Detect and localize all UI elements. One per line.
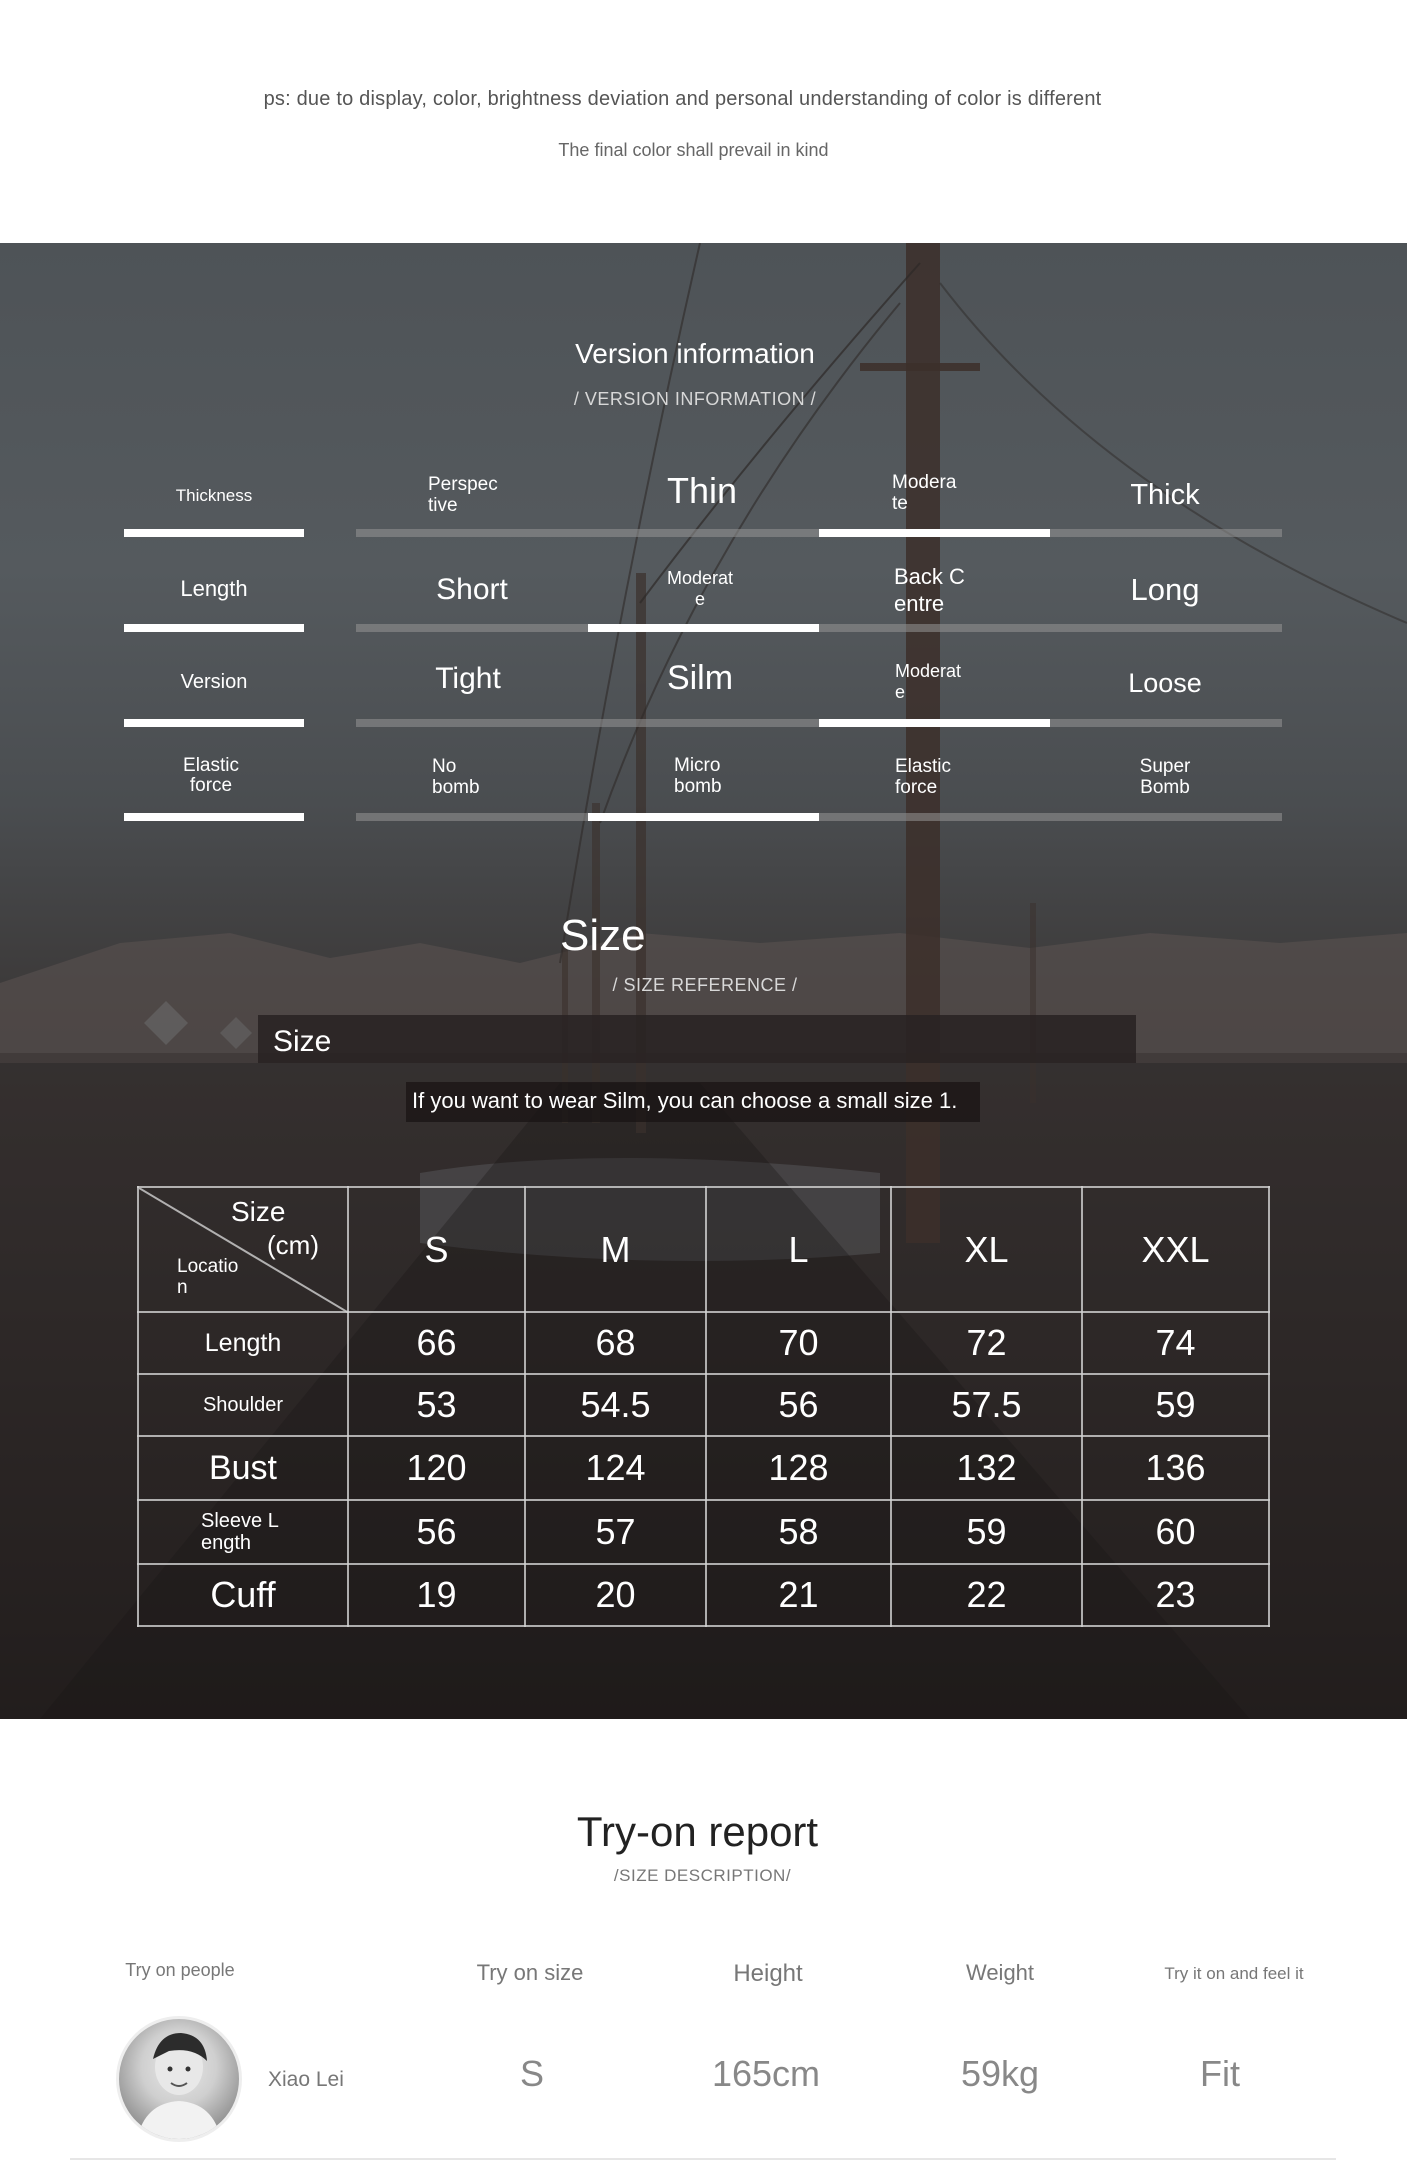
table-cell: 56 bbox=[348, 1500, 525, 1564]
option-perspective: Perspec tive bbox=[428, 474, 498, 516]
selected-bar-elastic bbox=[588, 813, 819, 821]
scale-bar bbox=[356, 813, 1282, 821]
attr-label-thickness: Thickness bbox=[175, 486, 253, 505]
option-short: Short bbox=[436, 573, 508, 606]
header-try-on-people: Try on people bbox=[125, 1960, 235, 1980]
option-back-centre: Back C entre bbox=[894, 564, 965, 616]
table-cell: 72 bbox=[891, 1312, 1082, 1374]
table-cell: 21 bbox=[706, 1564, 891, 1626]
size-title: Size bbox=[560, 911, 646, 960]
table-cell: 54.5 bbox=[525, 1374, 706, 1436]
size-subtitle: / SIZE REFERENCE / bbox=[612, 975, 798, 995]
option-thick: Thick bbox=[1130, 479, 1200, 511]
col-header-s: S bbox=[348, 1187, 525, 1312]
report-title: Try-on report bbox=[576, 1808, 819, 1855]
option-super-bomb: Super Bomb bbox=[1139, 756, 1191, 798]
table-row bbox=[138, 1312, 1269, 1374]
table-cell: 56 bbox=[706, 1374, 891, 1436]
header-weight: Weight bbox=[965, 1960, 1035, 1985]
row-label-cuff: Cuff bbox=[138, 1564, 348, 1626]
table-cell: 23 bbox=[1082, 1564, 1269, 1626]
option-moderate: Moderat e bbox=[666, 568, 734, 609]
table-cell: 68 bbox=[525, 1312, 706, 1374]
size-tip: If you want to wear Silm, you can choose a small size 1. bbox=[406, 1082, 980, 1122]
table-cell: 66 bbox=[348, 1312, 525, 1374]
col-header-l: L bbox=[706, 1187, 891, 1312]
selected-bar-version bbox=[819, 719, 1050, 727]
row-label-bust: Bust bbox=[138, 1436, 348, 1500]
table-cell: 59 bbox=[891, 1500, 1082, 1564]
scale-bar bbox=[356, 624, 1282, 632]
row-divider bbox=[70, 2158, 1336, 2160]
person-name: Xiao Lei bbox=[268, 2068, 344, 2091]
table-row bbox=[138, 1500, 1269, 1564]
label-bar bbox=[124, 813, 304, 821]
option-loose: Loose bbox=[1128, 668, 1202, 698]
person-feel: Fit bbox=[1200, 2053, 1240, 2094]
corner-size-label: Size bbox=[231, 1196, 286, 1227]
person-size: S bbox=[519, 2053, 544, 2094]
table-cell: 20 bbox=[525, 1564, 706, 1626]
table-cell: 74 bbox=[1082, 1312, 1269, 1374]
row-label-sleeve-length-text: Sleeve L ength bbox=[201, 1510, 279, 1554]
header-feel: Try it on and feel it bbox=[1164, 1964, 1304, 1983]
size-banner: Size bbox=[258, 1015, 1136, 1063]
option-elastic-force: Elastic force bbox=[895, 756, 951, 798]
corner-location-label: Locatio n bbox=[177, 1256, 239, 1298]
col-header-xxl: XXL bbox=[1082, 1187, 1269, 1312]
attr-label-length: Length bbox=[180, 576, 248, 601]
row-label-shoulder: Shoulder bbox=[138, 1374, 348, 1436]
table-cell: 57 bbox=[525, 1500, 706, 1564]
table-cell: 19 bbox=[348, 1564, 525, 1626]
version-title: Version information bbox=[575, 338, 815, 369]
option-thin: Thin bbox=[666, 470, 738, 511]
table-cell: 70 bbox=[706, 1312, 891, 1374]
person-height: 165cm bbox=[711, 2053, 821, 2094]
selected-bar-thickness bbox=[819, 529, 1050, 537]
table-cell: 60 bbox=[1082, 1500, 1269, 1564]
table-row bbox=[138, 1436, 1269, 1500]
label-bar bbox=[124, 529, 304, 537]
table-cell: 128 bbox=[706, 1436, 891, 1500]
option-moderate: Moderat e bbox=[895, 661, 962, 702]
table-cell: 132 bbox=[891, 1436, 1082, 1500]
attr-label-elastic-force: Elastic force bbox=[183, 755, 239, 796]
label-bar bbox=[124, 719, 304, 727]
option-moderate: Modera te bbox=[892, 472, 957, 514]
header-try-on-size: Try on size bbox=[476, 1960, 584, 1985]
option-micro-bomb: Micro bomb bbox=[674, 755, 722, 797]
table-cell: 120 bbox=[348, 1436, 525, 1500]
display-note: ps: due to display, color, brightness deviation and personal understanding of color is different bbox=[263, 88, 1102, 110]
table-corner-cell bbox=[138, 1187, 348, 1312]
label-bar bbox=[124, 624, 304, 632]
person-photo bbox=[119, 2019, 239, 2139]
person-weight: 59kg bbox=[960, 2053, 1040, 2094]
table-cell: 22 bbox=[891, 1564, 1082, 1626]
table-row bbox=[138, 1374, 1269, 1436]
table-cell: 57.5 bbox=[891, 1374, 1082, 1436]
avatar bbox=[116, 2016, 242, 2142]
table-row bbox=[138, 1564, 1269, 1626]
selected-bar-length bbox=[588, 624, 819, 632]
table-cell: 59 bbox=[1082, 1374, 1269, 1436]
corner-unit-label: (cm) bbox=[267, 1230, 319, 1260]
option-long: Long bbox=[1130, 572, 1200, 607]
attr-label-version: Version bbox=[180, 671, 248, 693]
version-subtitle: / VERSION INFORMATION / bbox=[573, 389, 817, 409]
table-cell: 58 bbox=[706, 1500, 891, 1564]
row-label-length: Length bbox=[138, 1312, 348, 1374]
size-table bbox=[137, 1186, 1270, 1627]
table-cell: 136 bbox=[1082, 1436, 1269, 1500]
option-silm: Silm bbox=[666, 659, 734, 697]
option-tight: Tight bbox=[435, 662, 501, 695]
table-cell: 124 bbox=[525, 1436, 706, 1500]
header-height: Height bbox=[733, 1960, 803, 1987]
col-header-m: M bbox=[525, 1187, 706, 1312]
report-subtitle: /SIZE DESCRIPTION/ bbox=[613, 1866, 792, 1885]
col-header-xl: XL bbox=[891, 1187, 1082, 1312]
option-no-bomb: No bomb bbox=[432, 756, 480, 798]
table-cell: 53 bbox=[348, 1374, 525, 1436]
table-header-row bbox=[138, 1187, 1269, 1312]
row-label-sleeve-length bbox=[138, 1500, 348, 1564]
color-note: The final color shall prevail in kind bbox=[558, 140, 829, 160]
